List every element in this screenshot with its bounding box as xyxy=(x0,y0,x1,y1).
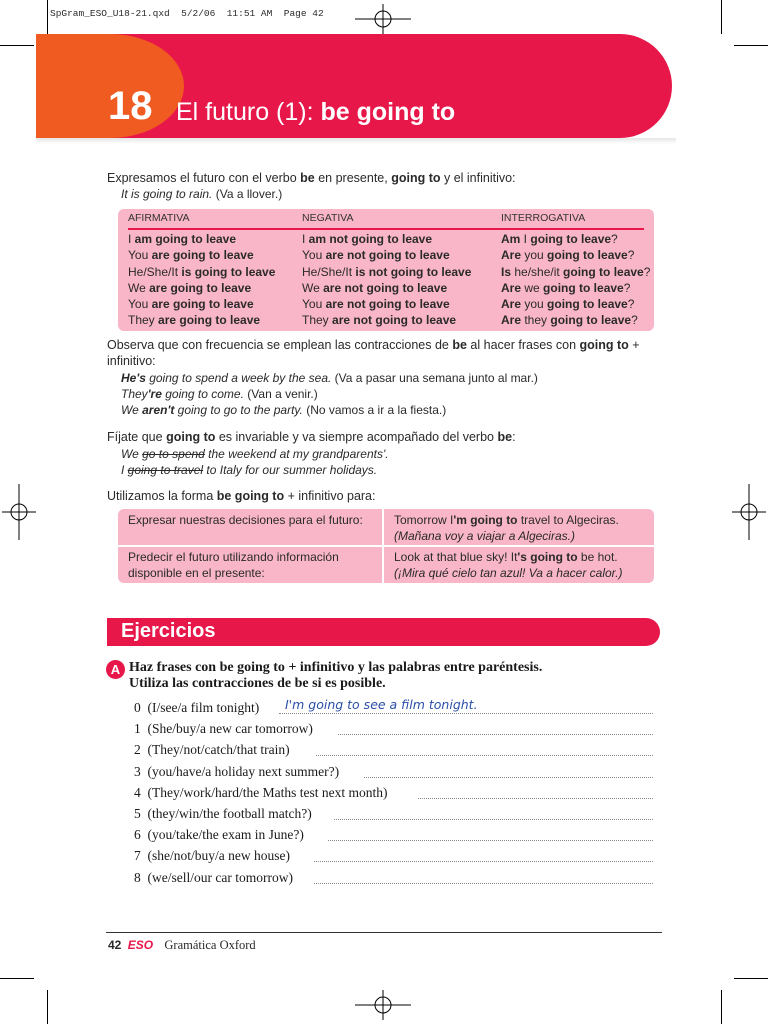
answer-line-0[interactable] xyxy=(279,713,653,714)
exercise-item-8: 8 (we/sell/our car tomorrow) xyxy=(134,870,293,885)
contractions-text: Observa que con frecuencia se emplean las contracciones de be al hacer frases con going to + infinitivo: xyxy=(107,338,640,368)
negativa-column xyxy=(302,231,471,329)
registration-mark-left xyxy=(2,484,36,540)
intro-example: It is going to rain. (Va a llover.) xyxy=(121,187,283,201)
answer-line-4[interactable] xyxy=(418,798,653,799)
unit-number: 18 xyxy=(108,84,153,128)
use-decisions: Expresar nuestras decisiones para el futuro: xyxy=(128,513,363,527)
table-row: You are going to leave xyxy=(128,297,254,312)
exercise-item-0: 0 (I/see/a film tonight) xyxy=(134,700,260,715)
page-footer xyxy=(108,938,256,953)
registration-mark-right xyxy=(732,484,766,540)
answer-line-7[interactable] xyxy=(314,861,653,862)
table-row: They are not going to leave xyxy=(302,313,457,328)
exercise-item-2: 2 (They/not/catch/that train) xyxy=(134,742,290,757)
answer-line-5[interactable] xyxy=(334,819,653,820)
table-row: We are not going to leave xyxy=(302,280,448,295)
title-bold: be going to xyxy=(320,98,456,126)
table-divider xyxy=(128,228,644,230)
header-negativa: NEGATIVA xyxy=(302,212,354,224)
crop-mark xyxy=(0,45,34,46)
table-row: Are you going to leave? xyxy=(501,248,635,263)
header-afirmativa: AFIRMATIVA xyxy=(128,212,190,224)
exercise-item-1: 1 (She/buy/a new car tomorrow) xyxy=(134,721,313,736)
table-row: Am I going to leave? xyxy=(501,232,618,246)
book-title: Gramática Oxford xyxy=(164,938,256,952)
example-line: He's going to spend a week by the sea. (Va a pasar una semana junto al mar.) xyxy=(121,371,538,385)
crop-mark xyxy=(47,0,48,34)
answer-line-2[interactable] xyxy=(316,755,653,756)
table-row: You are going to leave xyxy=(128,248,254,263)
table-row: Are you going to leave? xyxy=(501,297,635,312)
exercise-item-4: 4 (They/work/hard/the Maths test next month) xyxy=(134,785,388,800)
page-number: 42 xyxy=(108,938,122,952)
footer-rule xyxy=(106,932,662,933)
table-row: Are we going to leave? xyxy=(501,280,631,295)
table-row: You are not going to leave xyxy=(302,297,450,312)
intro-text: Expresamos el futuro con el verbo be en presente, going to y el infinitivo: xyxy=(107,171,516,185)
crop-mark xyxy=(0,978,34,979)
example-answer: I'm going to see a film tonight. xyxy=(285,697,478,712)
table-row: He/She/It is going to leave xyxy=(128,264,276,279)
use-predictions-example: Look at that blue sky! It's going to be hot. (¡Mira qué cielo tan azul! Va a hacer calor.) xyxy=(394,550,623,580)
answer-line-6[interactable] xyxy=(328,840,653,841)
table-row: They are going to leave xyxy=(128,313,261,328)
table-row: I am not going to leave xyxy=(302,232,433,246)
crop-mark xyxy=(734,45,768,46)
exercise-instructions: Haz frases con be going to + infinitivo y las palabras entre paréntesis. Utiliza las contracciones de be si es posible. xyxy=(129,660,543,691)
example-line: We aren't going to go to the party. (No vamos a ir a la fiesta.) xyxy=(121,403,447,417)
interrogativa-column xyxy=(501,231,650,329)
answer-line-8[interactable] xyxy=(314,883,653,884)
registration-mark-top xyxy=(355,4,411,34)
example-line: We go to spend the weekend at my grandparents'. xyxy=(121,447,389,461)
table-row: I am going to leave xyxy=(128,232,237,246)
page-title xyxy=(176,98,455,127)
afirmativa-column xyxy=(128,231,275,329)
example-line: I going to travel to Italy for our summer holidays. xyxy=(121,463,378,477)
table-row: He/She/It is not going to leave xyxy=(302,264,472,279)
invariable-text: Fíjate que going to es invariable y va siempre acompañado del verbo be: xyxy=(107,430,516,444)
answer-line-3[interactable] xyxy=(364,777,653,778)
file-slug: SpGram_ESO_U18-21.qxd 5/2/06 11:51 AM Page 42 xyxy=(50,8,324,19)
header-shadow xyxy=(36,138,676,144)
exercise-item-7: 7 (she/not/buy/a new house) xyxy=(134,848,290,863)
contraction-examples xyxy=(121,370,538,418)
table-row: We are going to leave xyxy=(128,280,252,295)
invariable-examples xyxy=(121,446,389,478)
use-predictions: Predecir el futuro utilizando información disponible en el presente: xyxy=(128,550,339,580)
uses-row-divider xyxy=(118,545,654,547)
exercise-item-3: 3 (you/have/a holiday next summer?) xyxy=(134,764,340,779)
table-row: You are not going to leave xyxy=(302,248,450,263)
answer-line-1[interactable] xyxy=(338,734,653,735)
exercise-item-5: 5 (they/win/the football match?) xyxy=(134,806,312,821)
exercise-item-6: 6 (you/take/the exam in June?) xyxy=(134,827,304,842)
crop-mark xyxy=(721,990,722,1024)
table-row: Is he/she/it going to leave? xyxy=(501,264,651,279)
registration-mark-bottom xyxy=(355,990,411,1020)
exercise-badge: A xyxy=(106,660,125,679)
use-decisions-example: Tomorrow I'm going to travel to Algeciras. (Mañana voy a viajar a Algeciras.) xyxy=(394,513,619,543)
uses-text: Utilizamos la forma be going to + infinitivo para: xyxy=(107,489,376,503)
header-interrogativa: INTERROGATIVA xyxy=(501,212,586,224)
series-name: ESO xyxy=(127,938,154,952)
uses-col-divider xyxy=(382,509,384,583)
table-row: Are they going to leave? xyxy=(501,313,638,328)
crop-mark xyxy=(734,978,768,979)
title-regular: El futuro (1): xyxy=(176,98,321,126)
crop-mark xyxy=(721,0,722,34)
exercises-title: Ejercicios xyxy=(121,620,216,642)
crop-mark xyxy=(47,990,48,1024)
example-line: They're going to come. (Van a venir.) xyxy=(121,387,318,401)
